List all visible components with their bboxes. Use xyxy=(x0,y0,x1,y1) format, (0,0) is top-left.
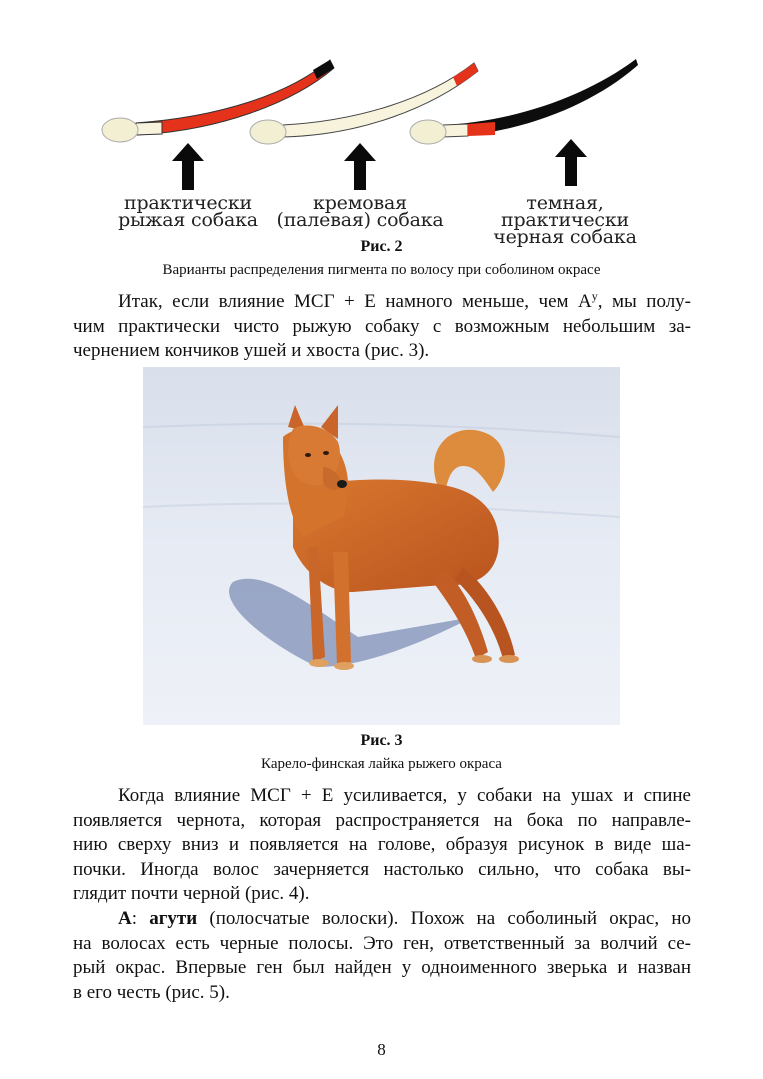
hair-black xyxy=(410,59,638,144)
hair-pigment-diagram xyxy=(98,55,668,195)
text: (полосчатые волоски). Похож на соболиный окрас, но xyxy=(197,908,691,929)
label-line: практически xyxy=(124,192,252,214)
figure-3-caption: Карело-финская лайка рыжего окраса xyxy=(261,756,502,772)
figure-2-title: Рис. 2 xyxy=(360,238,403,255)
text-line: на волосах есть черные полосы. Это ген, ответственный за волчий се- xyxy=(73,932,691,954)
text-line: почки. Иногда волос зачерняется настолько сильно, что собака вы- xyxy=(73,858,691,880)
superscript: у xyxy=(591,289,598,303)
text-line: чим практически чисто рыжую собаку с возможным небольшим за- xyxy=(73,315,691,337)
label-line: черная собака xyxy=(493,226,637,248)
arrow-up-icon xyxy=(344,143,376,190)
paragraph-1 xyxy=(73,290,691,364)
label-line: кремовая xyxy=(313,192,407,214)
figure-2-caption: Варианты распределения пигмента по волосу при соболином окрасе xyxy=(162,262,601,278)
gene-name: агути xyxy=(149,908,198,929)
label-line: темная, практически xyxy=(501,192,629,231)
hair-label-cream xyxy=(270,192,450,231)
text-line: появляется чернота, которая распространяется на бока по направле- xyxy=(73,809,691,831)
arrow-up-icon xyxy=(172,143,204,190)
text-line xyxy=(73,290,691,315)
text-line: рый окрас. Впервые ген был найден у одноименного зверька и назван xyxy=(73,957,691,978)
text-line: Когда влияние МСГ + Е усиливается, у собаки на ушах и спине xyxy=(118,785,691,806)
label-line: рыжая собака xyxy=(118,209,258,231)
paragraph-3 xyxy=(73,907,691,1005)
figure-3-title: Рис. 3 xyxy=(360,732,403,749)
label-line: (палевая) собака xyxy=(276,209,444,231)
text: Итак, если влияние МСГ + Е намного меньше, чем А xyxy=(118,291,592,312)
page-number: 8 xyxy=(377,1040,386,1059)
hair-label-red xyxy=(98,192,278,231)
arrow-up-icon xyxy=(555,139,587,186)
text-line: глядит почти черной (рис. 4). xyxy=(73,883,310,904)
text-line: нию сверху вниз и появляется на голове, образуя рисунок в виде ша- xyxy=(73,834,691,855)
text-line: чернением кончиков ушей и хвоста (рис. 3). xyxy=(73,340,430,361)
gene-symbol: А xyxy=(118,908,132,929)
text: : xyxy=(131,908,150,929)
text-line xyxy=(73,907,691,932)
paragraph-2 xyxy=(73,784,691,907)
text: , мы полу- xyxy=(597,291,692,312)
text-line: в его честь (рис. 5). xyxy=(73,981,230,1003)
dog-photo xyxy=(143,367,620,725)
